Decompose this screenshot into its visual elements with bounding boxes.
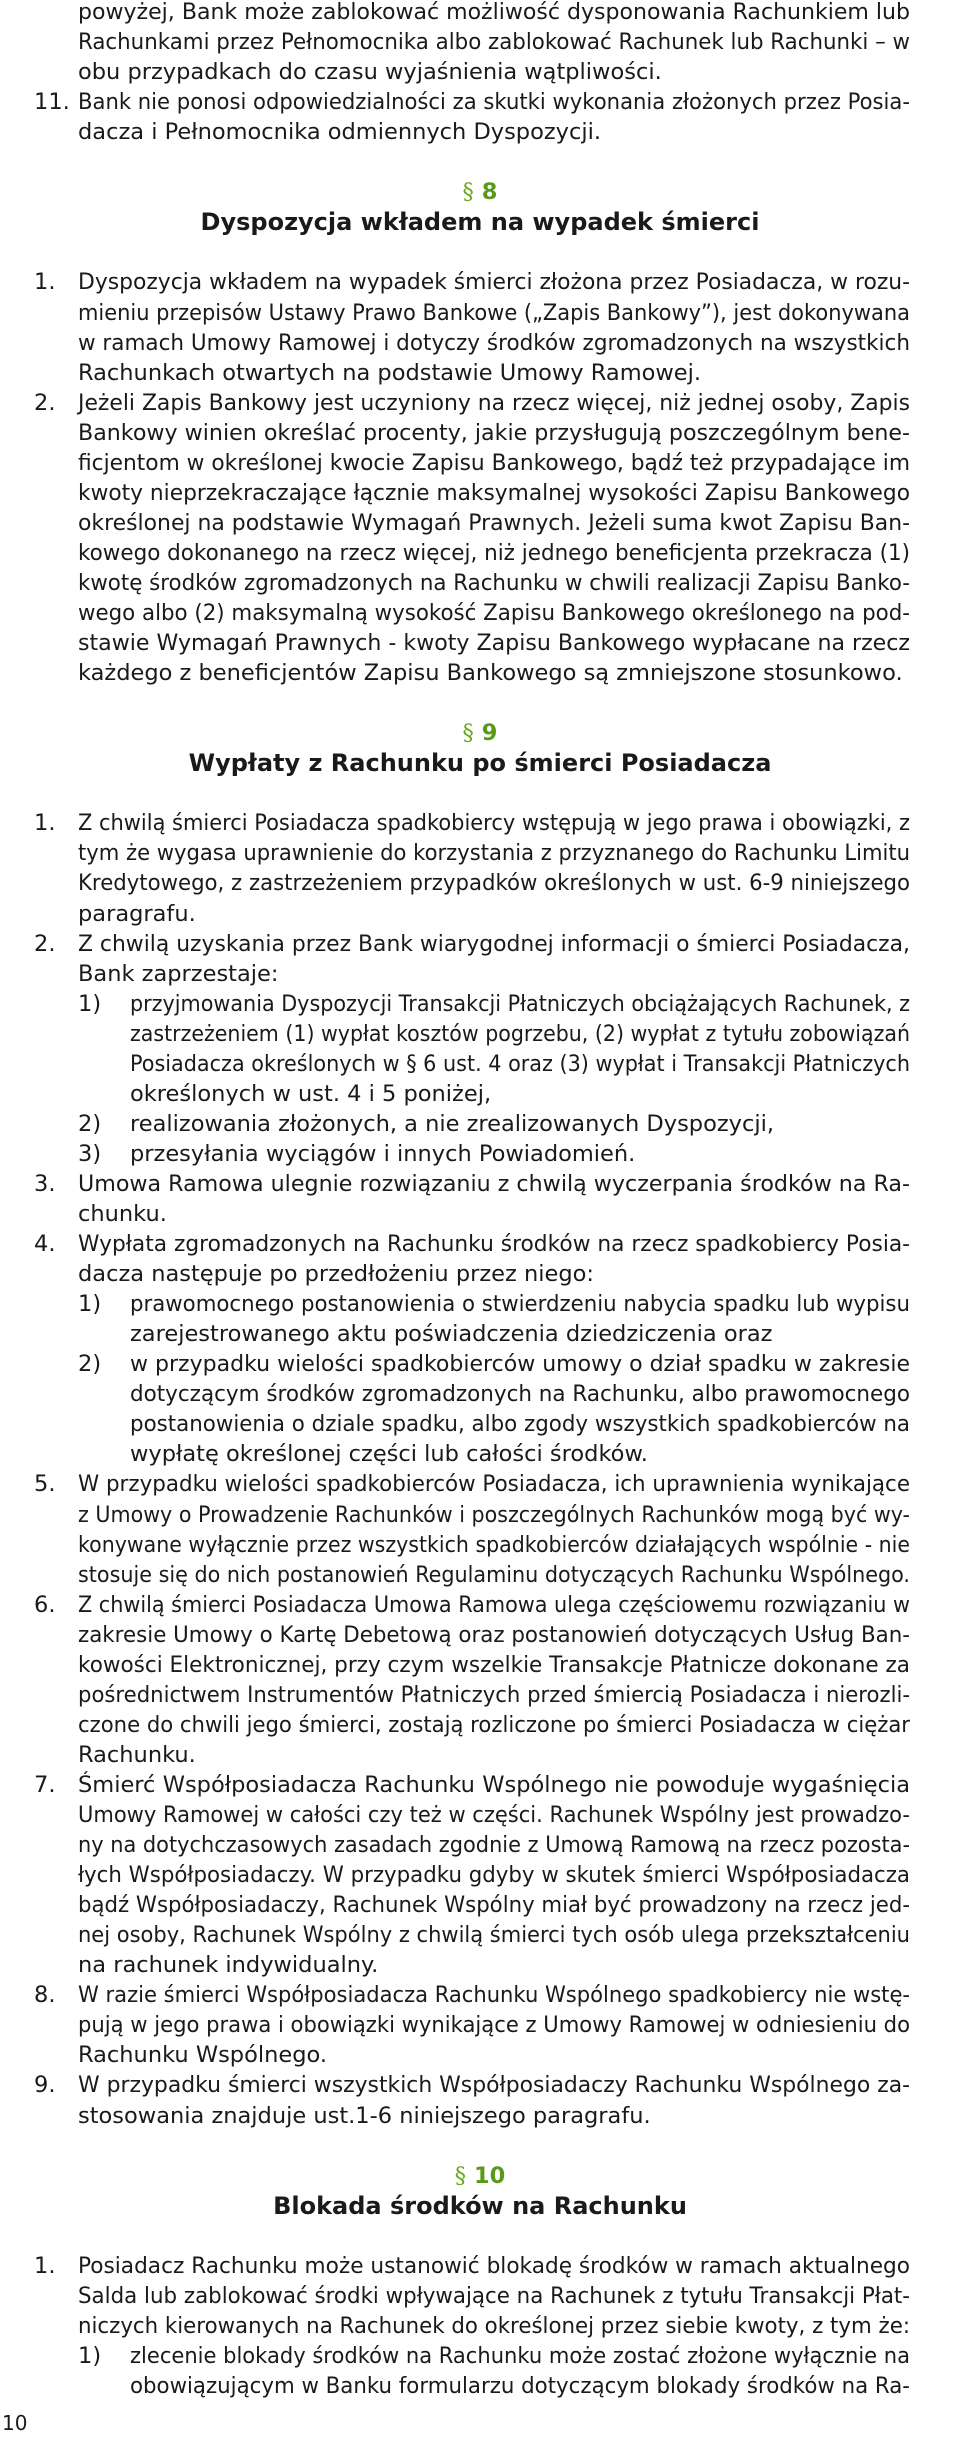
line-text: dacza następuje po przedłożeniu przez niego: <box>78 1261 594 1288</box>
line-text: powyżej, Bank może zablokować możliwość dysponowania Rachunkiem lub <box>78 0 910 25</box>
line-text: bądź Współposiadaczy, Rachunek Wspólny miał być prowadzony na rzecz jed- <box>78 1892 910 1919</box>
section-number-value: 10 <box>473 2162 506 2189</box>
line-text: Posiadacza określonych w § 6 ust. 4 oraz (3) wypłat i Transakcji Płatniczych <box>130 1050 910 1077</box>
line-text: zakresie Umowy o Kartę Debetową oraz postanowień dotyczących Usług Ban- <box>78 1621 910 1648</box>
line-text: dacza i Pełnomocnika odmiennych Dyspozycji. <box>78 119 602 146</box>
item-number: 11. <box>34 89 70 116</box>
line-text: realizowania złożonych, a nie zrealizowanych Dyspozycji, <box>130 1110 774 1137</box>
item-number: 3. <box>34 1170 56 1197</box>
line-text: Umowa Ramowa ulegnie rozwiązaniu z chwilą wyczerpania środków na Ra- <box>78 1170 910 1197</box>
line-text: ficjentom w określonej kwocie Zapisu Bankowego, bądź też przypadające im <box>78 449 910 476</box>
line-text: wypłatę określonej części lub całości środków. <box>130 1441 648 1468</box>
line-text: postanowienia o dziale spadku, albo zgody wszystkich spadkobierców na <box>130 1411 910 1438</box>
line-text: każdego z beneficjentów Zapisu Bankowego są zmniejszone stosunkowo. <box>78 660 903 687</box>
paragraph-line <box>0 2368 960 2404</box>
section-sign: § <box>454 2162 466 2189</box>
item-number: 2) <box>78 1110 102 1137</box>
line-text: Kredytowego, z zastrzeżeniem przypadków określonych w ust. 6-9 niniejszego <box>78 870 910 897</box>
item-number: 9. <box>34 2072 56 2099</box>
line-text: zastrzeżeniem (1) wypłat kosztów pogrzebu, (2) wypłat z tytułu zobowiązań <box>130 1020 910 1047</box>
item-number: 5. <box>34 1471 56 1498</box>
line-text: kowości Elektronicznej, przy czym wszelkie Transakcje Płatnicze dokonane za <box>78 1651 910 1678</box>
line-text: mieniu przepisów Ustawy Prawo Bankowe („Zapis Bankowy”), jest dokonywana <box>78 299 910 326</box>
line-text: dotyczącym środków zgromadzonych na Rachunku, albo prawomocnego <box>130 1381 910 1408</box>
section-number-value: 8 <box>481 179 498 206</box>
item-number: 1) <box>78 1291 102 1318</box>
item-number: 2. <box>34 389 56 416</box>
line-text: Rachunkami przez Pełnomocnika albo zablokować Rachunek lub Rachunki – w <box>78 29 910 56</box>
item-number: 6. <box>34 1591 56 1618</box>
line-text: W razie śmierci Współposiadacza Rachunku Wspólnego spadkobiercy nie wstę- <box>78 1982 910 2009</box>
item-number: 1. <box>34 269 56 296</box>
line-text: niczych kierowanych na Rachunek do określonej przez siebie kwoty, z tym że: <box>78 2312 910 2339</box>
line-text: kwotę środków zgromadzonych na Rachunku w chwili realizacji Zapisu Banko- <box>78 569 910 596</box>
line-text: Śmierć Współposiadacza Rachunku Wspólnego nie powoduje wygaśnięcia <box>78 1771 910 1798</box>
item-number: 1. <box>34 2252 56 2279</box>
line-text: określonej na podstawie Wymagań Prawnych. Jeżeli suma kwot Zapisu Ban- <box>78 509 910 536</box>
line-text: Jeżeli Zapis Bankowy jest uczyniony na rzecz więcej, niż jednej osoby, Zapis <box>78 389 910 416</box>
line-text: zarejestrowanego aktu poświadczenia dziedziczenia oraz <box>130 1321 773 1348</box>
line-text: stawie Wymagań Prawnych - kwoty Zapisu Bankowego wypłacane na rzecz <box>78 630 910 657</box>
line-text: czone do chwili jego śmierci, zostają rozliczone po śmierci Posiadacza w ciężar <box>78 1711 910 1738</box>
section-title: Wypłaty z Rachunku po śmierci Posiadacza <box>188 749 772 778</box>
item-number: 3) <box>78 1140 102 1167</box>
line-text: stosuje się do nich postanowień Regulaminu dotyczących Rachunku Wspólnego. <box>78 1561 910 1588</box>
line-text: przesyłania wyciągów i innych Powiadomień. <box>130 1140 636 1167</box>
item-number: 1. <box>34 810 56 837</box>
line-text: określonych w ust. 4 i 5 poniżej, <box>130 1080 492 1107</box>
line-text: na rachunek indywidualny. <box>78 1952 379 1979</box>
line-text: chunku. <box>78 1201 167 1227</box>
item-number: 1) <box>78 2342 102 2369</box>
item-number: 8. <box>34 1982 56 2009</box>
line-text: Bank nie ponosi odpowiedzialności za skutki wykonania złożonych przez Posia- <box>78 89 910 116</box>
line-text: przyjmowania Dyspozycji Transakcji Płatniczych obciążających Rachunek, z <box>130 990 910 1017</box>
line-text: kwoty nieprzekraczające łącznie maksymalnej wysokości Zapisu Bankowego <box>78 479 910 506</box>
line-text: paragrafu. <box>78 900 196 927</box>
line-text: Z chwilą śmierci Posiadacza spadkobiercy wstępują w jego prawa i obowiązki, z <box>78 810 910 837</box>
line-text: Wypłata zgromadzonych na Rachunku środków na rzecz spadkobiercy Posia- <box>78 1231 910 1258</box>
line-text: Rachunku Wspólnego. <box>78 2042 328 2069</box>
section-sign: § <box>462 720 474 747</box>
line-text: ny na dotychczasowych zasadach zgodnie z Umową Ramową na rzecz pozosta- <box>78 1832 910 1859</box>
item-number: 2) <box>78 1351 102 1378</box>
line-text: Salda lub zablokować środki wpływające na Rachunek z tytułu Transakcji Płat- <box>78 2282 910 2309</box>
line-text: Z chwilą uzyskania przez Bank wiarygodnej informacji o śmierci Posiadacza, <box>78 930 910 957</box>
line-text: obu przypadkach do czasu wyjaśnienia wątpliwości. <box>78 59 662 86</box>
section-sign: § <box>462 179 474 206</box>
section-title: Dyspozycja wkładem na wypadek śmierci <box>200 208 760 237</box>
line-text: tym że wygasa uprawnienie do korzystania z przyznanego do Rachunku Limitu <box>78 840 910 867</box>
line-text: obowiązującym w Banku formularzu dotyczącym blokady środków na Ra- <box>130 2372 910 2399</box>
line-text: wego albo (2) maksymalną wysokość Zapisu Bankowego określonego na pod- <box>78 600 910 626</box>
line-text: kowego dokonanego na rzecz więcej, niż jednego beneficjenta przekracza (1) <box>78 539 910 566</box>
line-text: Bank zaprzestaje: <box>78 960 279 987</box>
line-text: Rachunku. <box>78 1741 196 1768</box>
line-text: pują w jego prawa i obowiązki wynikające z Umowy Ramowej w odniesieniu do <box>78 2012 910 2039</box>
line-text: stosowania znajduje ust.1-6 niniejszego paragrafu. <box>78 2102 651 2129</box>
line-text: z Umowy o Prowadzenie Rachunków i poszczególnych Rachunków mogą być wy- <box>78 1501 910 1528</box>
item-number: 7. <box>34 1771 56 1798</box>
section-title: Blokada środków na Rachunku <box>273 2191 687 2220</box>
line-text: konywane wyłącznie przez wszystkich spadkobierców działających wspólnie - nie <box>78 1531 910 1558</box>
item-number: 1) <box>78 990 102 1017</box>
line-text: nej osoby, Rachunek Wspólny z chwilą śmierci tych osób ulega przekształceniu <box>78 1922 910 1949</box>
item-number: 4. <box>34 1231 56 1258</box>
line-text: w ramach Umowy Ramowej i dotyczy środków zgromadzonych na wszystkich <box>78 329 910 356</box>
line-text: w przypadku wielości spadkobierców umowy o dział spadku w zakresie <box>130 1351 910 1378</box>
section-number-value: 9 <box>481 720 498 747</box>
line-text: łych Współposiadaczy. W przypadku gdyby w skutek śmierci Współposiadacza <box>78 1862 910 1889</box>
line-text: W przypadku śmierci wszystkich Współposiadaczy Rachunku Wspólnego za- <box>78 2072 910 2099</box>
item-number: 2. <box>34 930 56 957</box>
line-text: Z chwilą śmierci Posiadacza Umowa Ramowa ulega częściowemu rozwiązaniu w <box>78 1591 910 1618</box>
line-text: Bankowy winien określać procenty, jakie przysługują poszczególnym bene- <box>78 419 910 446</box>
line-text: pośrednictwem Instrumentów Płatniczych przed śmiercią Posiadacza i nierozli- <box>78 1681 910 1708</box>
page-number: 10 <box>2 2411 28 2435</box>
line-text: Dyspozycja wkładem na wypadek śmierci złożona przez Posiadacza, w rozu- <box>78 269 910 296</box>
line-text: W przypadku wielości spadkobierców Posiadacza, ich uprawnienia wynikające <box>78 1471 910 1498</box>
line-text: prawomocnego postanowienia o stwierdzeniu nabycia spadku lub wypisu <box>130 1291 910 1318</box>
line-text: Rachunkach otwartych na podstawie Umowy Ramowej. <box>78 359 702 386</box>
line-text: Umowy Ramowej w całości czy też w części. Rachunek Wspólny jest prowadzo- <box>78 1802 910 1828</box>
line-text: zlecenie blokady środków na Rachunku może zostać złożone wyłącznie na <box>130 2342 910 2369</box>
line-text: Posiadacz Rachunku może ustanowić blokadę środków w ramach aktualnego <box>78 2252 910 2279</box>
